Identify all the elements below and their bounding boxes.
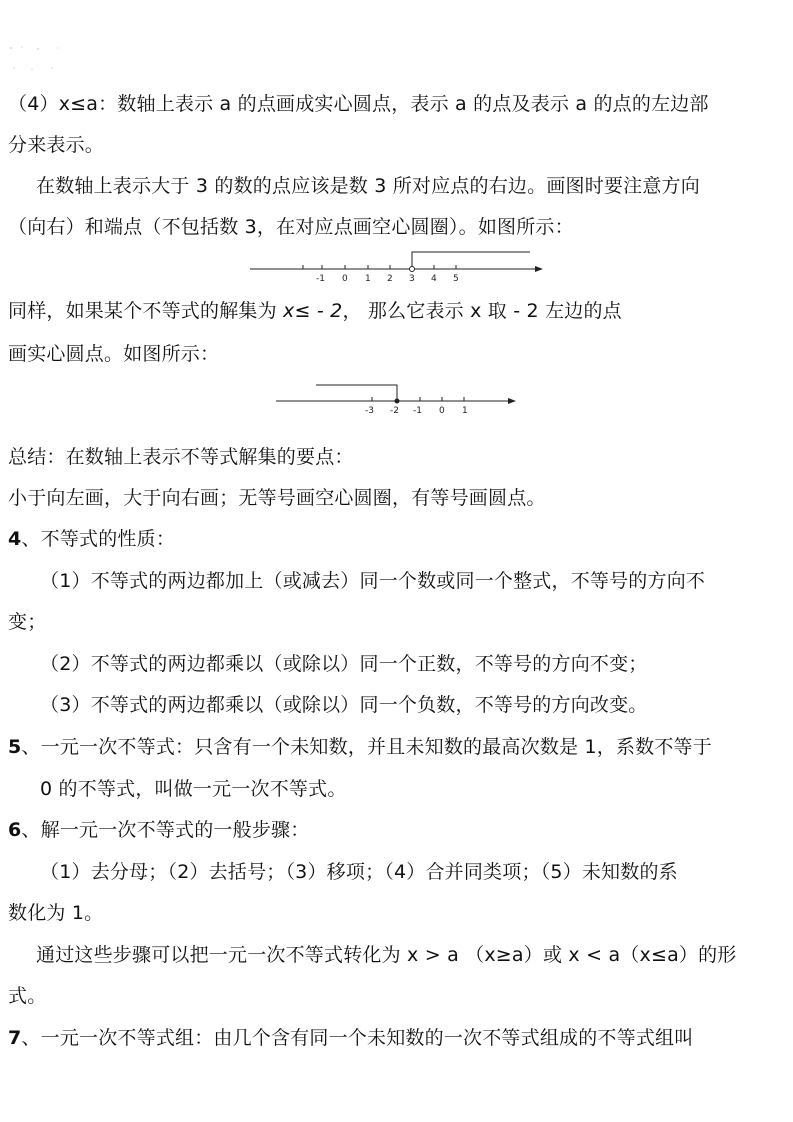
scan-specks <box>8 44 68 74</box>
axis-arrow <box>535 266 543 272</box>
section-heading <box>8 735 712 759</box>
section-heading <box>8 818 309 842</box>
number-line-less-equal-minus-2 <box>276 380 518 416</box>
tick-label: 4 <box>431 274 437 284</box>
text-segment: 同样，如果某个不等式的解集为 <box>8 300 284 322</box>
text-line: （2）不等式的两边都乘以（或除以）同一个正数，不等号的方向不变； <box>40 653 648 675</box>
tick-label: 1 <box>462 406 468 416</box>
solution-ray <box>412 252 530 269</box>
text-line: （4）x≤a：数轴上表示 a 的点画成实心圆点，表示 a 的点及表示 a 的点的左边部 <box>8 93 709 115</box>
text-line: 总结：在数轴上表示不等式解集的要点： <box>8 446 354 468</box>
inequality-expression: x≤ - 2 <box>283 300 343 322</box>
tick-label: 2 <box>387 274 393 284</box>
solid-endpoint <box>395 399 400 404</box>
section-number: 4 <box>8 528 22 550</box>
section-title: 、解一元一次不等式的一般步骤： <box>21 819 310 841</box>
text-line: 分来表示。 <box>8 134 105 156</box>
text-line: 0 的不等式，叫做一元一次不等式。 <box>40 778 347 800</box>
text-line: 在数轴上表示大于 3 的数的点应该是数 3 所对应点的右边。画图时要注意方向 <box>36 175 700 197</box>
tick-label: 0 <box>342 274 348 284</box>
tick-label: -3 <box>365 406 374 416</box>
text-line: （向右）和端点（不包括数 3，在对应点画空心圆圈）。如图所示： <box>8 216 574 238</box>
tick-label: -1 <box>413 406 422 416</box>
section-heading <box>8 1026 693 1050</box>
section-number: 5 <box>8 736 22 758</box>
section-title: 、一元一次不等式组：由几个含有同一个未知数的一次不等式组成的不等式组叫 <box>21 1027 694 1049</box>
tick-label: -1 <box>316 274 325 284</box>
axis-arrow <box>508 398 516 404</box>
solution-ray <box>316 385 397 401</box>
tick-label: -2 <box>390 406 399 416</box>
section-title: 、不等式的性质： <box>21 528 176 550</box>
tick-label: 5 <box>453 274 459 284</box>
text-line: （3）不等式的两边都乘以（或除以）同一个负数，不等号的方向改变。 <box>40 694 648 716</box>
text-line: 小于向左画，大于向右画；无等号画空心圆圈，有等号画圆点。 <box>8 487 546 509</box>
section-title: 、一元一次不等式：只含有一个未知数，并且未知数的最高次数是 1，系数不等于 <box>21 736 712 758</box>
tick-label: 1 <box>365 274 371 284</box>
section-heading <box>8 527 175 551</box>
text-line: （1）去分母；（2）去括号；（3）移项；（4）合并同类项；（5）未知数的系 <box>40 861 678 883</box>
number-line-greater-than-3 <box>250 250 545 286</box>
text-line: （1）不等式的两边都加上（或减去）同一个数或同一个整式，不等号的方向不 <box>40 570 706 592</box>
section-number: 6 <box>8 819 22 841</box>
text-line: 画实心圆点。如图所示： <box>8 343 220 365</box>
text-line: 数化为 1。 <box>8 902 104 924</box>
text-line: 式。 <box>8 985 47 1007</box>
text-line <box>8 299 622 323</box>
section-number: 7 <box>8 1027 22 1049</box>
text-line: 变； <box>8 611 47 633</box>
text-line: 通过这些步骤可以把一元一次不等式转化为 x > a （x≥a）或 x < a（x≤a）的形 <box>36 944 737 966</box>
tick-label: 3 <box>409 274 415 284</box>
open-endpoint <box>410 267 415 272</box>
text-segment: ， 那么它表示 x 取 - 2 左边的点 <box>342 300 622 322</box>
tick-label: 0 <box>439 406 445 416</box>
